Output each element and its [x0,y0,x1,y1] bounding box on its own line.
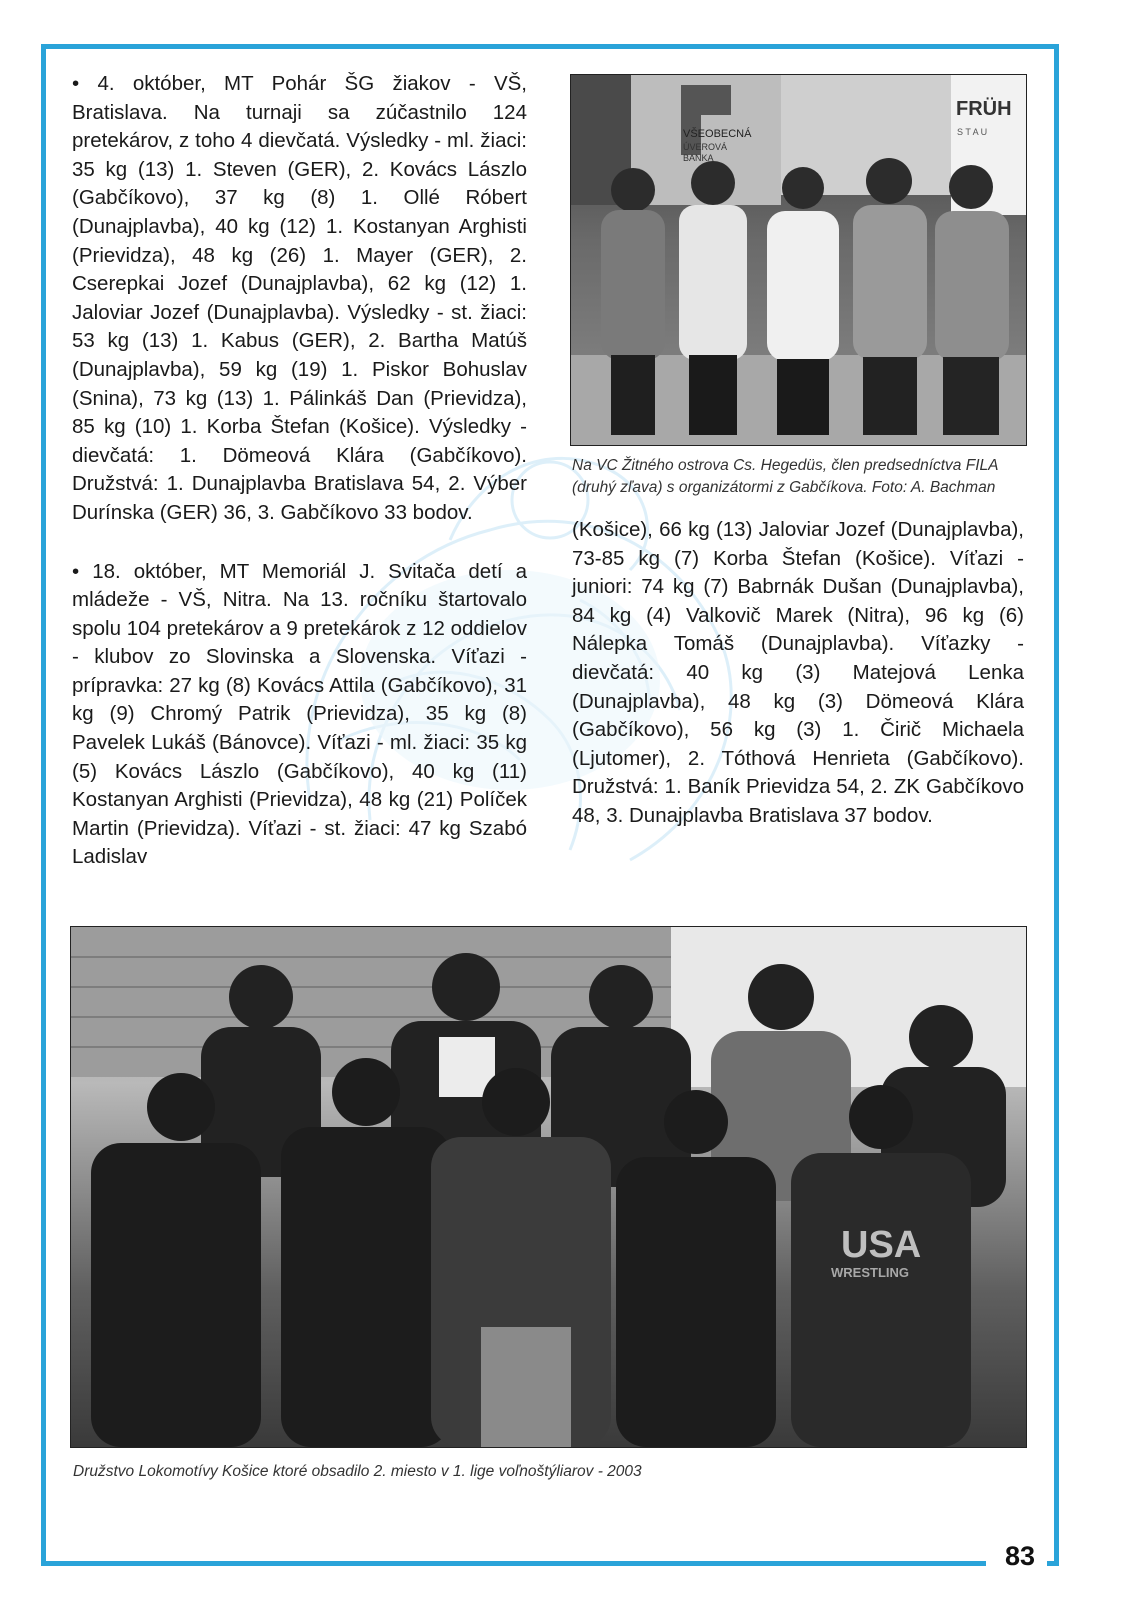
sign-text: FRÜH [956,98,1012,120]
article-paragraph-2: • 18. október, MT Memoriál J. Svitača detí a mládeže - VŠ, Nitra. Na 13. ročníku štartovalo spolu 104 pretekárov a 9 pretekárok z 12 oddielov - klubov zo Slovinska a Slovenska. Víťazi - prípravka: 27 kg (8) Kovács Attila (Gabčíkovo), 31 kg (9) Chromý Patrik (Prievidza), 35 kg (8) Pavelek Lukáš (Bánovce). Víťazi - ml. žiaci: 35 kg (5) Kovács Lászlo (Gabčíkovo), 40 kg (11) Kostanyan Arghisti (Prievidza), 48 kg (21) Políček Martin (Prievidza). Víťazi - st. žiaci: 47 kg Szabó Ladislav [72,559,527,869]
banner-text-3: BANKA [683,153,714,163]
photo-organizers-caption: Na VC Žitného ostrova Cs. Hegedüs, člen predsedníctva FILA (druhý zľava) s organizátormi z Gabčíkova. Foto: A. Bachman [572,457,998,496]
photo-team [70,926,1027,1448]
shirt-subtext: WRESTLING [831,1265,909,1280]
banner-text-2: ÚVEROVÁ [683,142,728,152]
sign-subtext: S T A U [957,127,988,137]
page-frame-bottom [41,1561,986,1566]
banner-text-1: VŠEOBECNÁ [683,128,752,140]
shirt-text: USA [841,1224,922,1266]
page-number: 83 [1004,1541,1036,1571]
photo-team-caption: Družstvo Lokomotívy Košice ktoré obsadilo 2. miesto v 1. lige voľnoštýliarov - 2003 [73,1463,642,1480]
article-paragraph-2-continued: (Košice), 66 kg (13) Jaloviar Jozef (Dunajplavba), 73-85 kg (7) Korba Štefan (Košice). Víťazi - juniori: 74 kg (7) Babrnák Dušan (Dunajplavba), 84 kg (4) Valkovič Marek (Nitra), 96 kg (6) Nálepka Tomáš (Dunajplavba). Víťazky - dievčatá: 40 kg (3) Matejová Lenka (Dunajplavba), 48 kg (3) Dömeová Klára (Gabčíkovo), 56 kg (3) 1. Čirič Michaela (Ljutomer), 2. Tóthová Henrieta (Gabčíkovo). Družstvá: 1. Baník Prievidza 54, 2. ZK Gabčíkovo 48, 3. Dunajplavba Bratislava 37 bodov. [572,518,1024,827]
left-text-column [72,70,527,872]
right-text-column [572,516,1024,831]
article-paragraph-1: • 4. október, MT Pohár ŠG žiakov - VŠ, Bratislava. Na turnaji sa zúčastnilo 124 pretekárov, z toho 4 dievčatá. Výsledky - ml. žiaci: 35 kg (13) 1. Steven (GER), 2. Kovács Lászlo (Gabčíkovo), 37 kg (8) 1. Ollé Róbert (Dunajplavba), 40 kg (12) 1. Kostanyan Arghisti (Prievidza), 48 kg (26) 1. Mayer (GER), 2. Cserepkai Jozef (Dunajplavba), 62 kg (12) 1. Jaloviar Jozef (Dunajplavba). Výsledky - st. žiaci: 53 kg (13) 1. Kabus (GER), 2. Bartha Matúš (Dunajplavba), 59 kg (19) 1. Piskor Bohuslav (Snina), 73 kg (13) 1. Pálinkáš Dan (Prievidza), 85 kg (10) 1. Korba Štefan (Košice). Výsledky - dievčatá: 1. Dömeová Klára (Gabčíkovo). Družstvá: 1. Dunajplavba Bratislava 54, 2. Výber Durínska (GER) 36, 3. Gabčíkovo 33 bodov. [72,72,527,524]
page-frame-bottom-end [1047,1561,1059,1566]
photo-organizers [570,74,1027,446]
